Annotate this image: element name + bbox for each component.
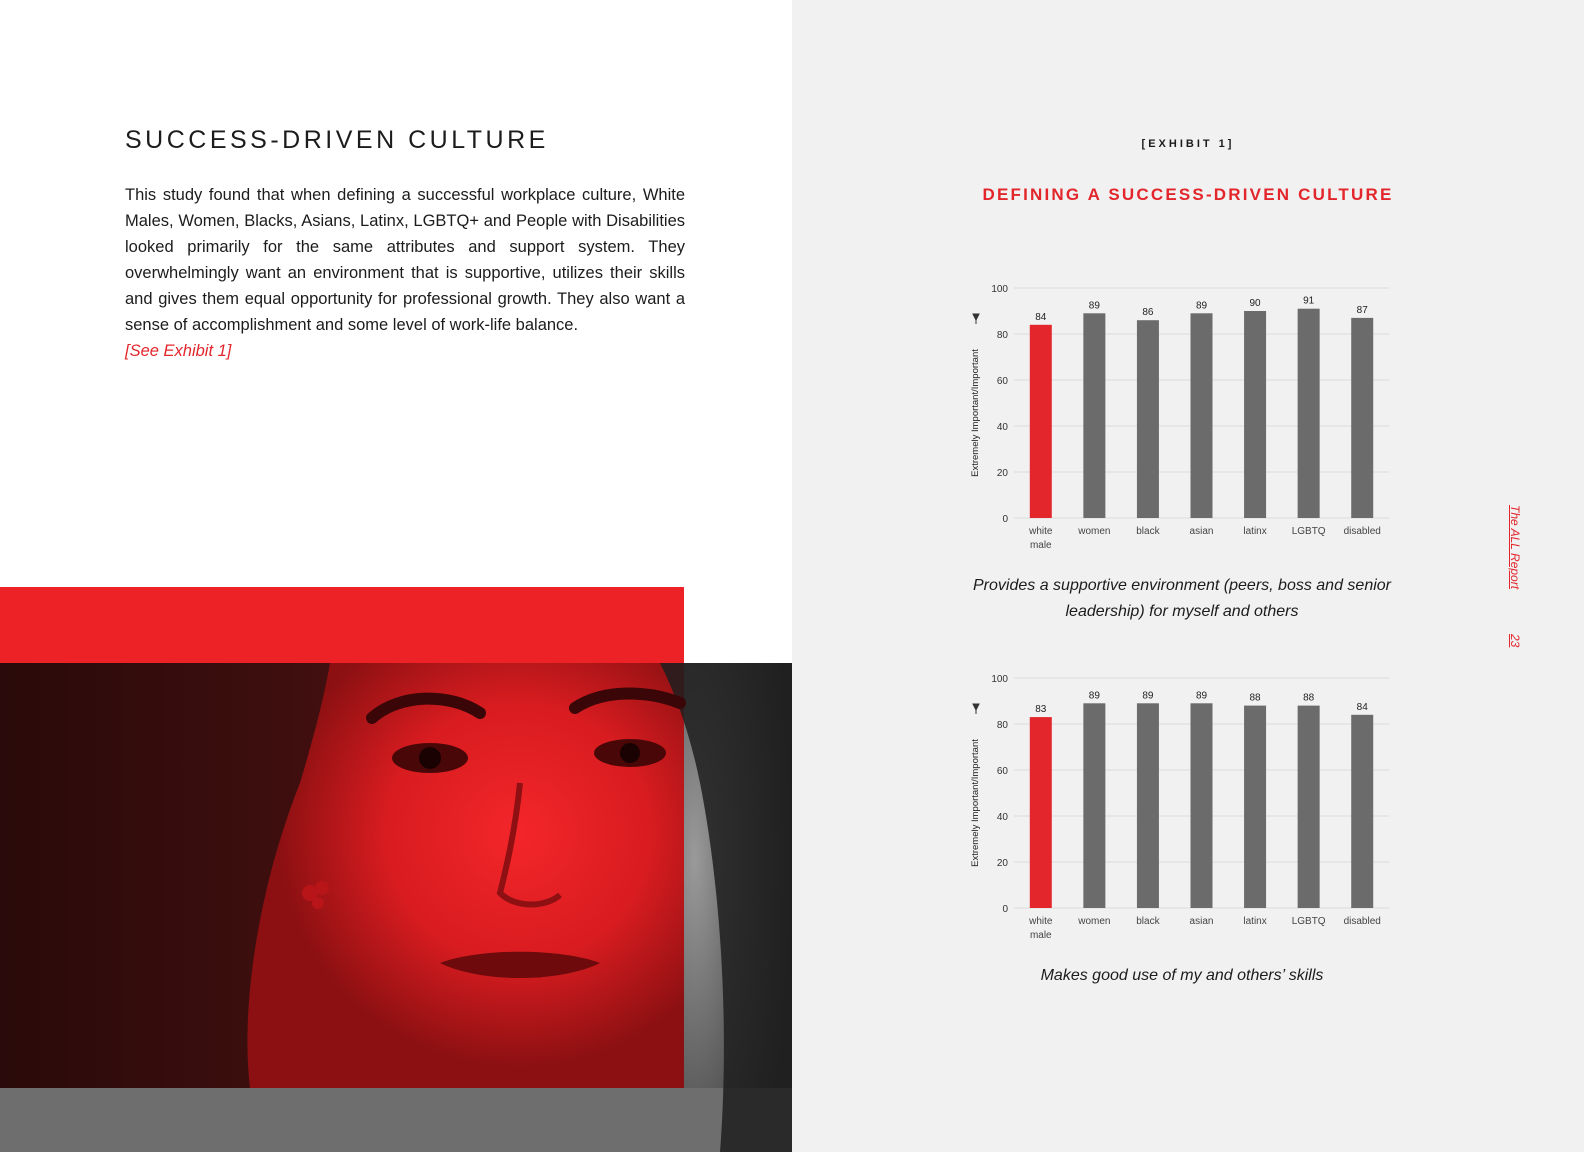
pin-icon xyxy=(973,704,979,714)
bar-value-label: 88 xyxy=(1303,692,1315,704)
bar-value-label: 84 xyxy=(1356,701,1368,713)
chart-supportive-environment xyxy=(964,276,1394,566)
y-tick-label: 20 xyxy=(996,858,1008,869)
see-exhibit-link[interactable]: [See Exhibit 1] xyxy=(125,342,232,360)
right-page xyxy=(792,0,1584,1152)
x-tick-label: women xyxy=(1078,526,1111,537)
bar-value-label: 89 xyxy=(1088,300,1100,312)
y-tick-label: 60 xyxy=(996,376,1008,387)
bar xyxy=(1083,703,1105,908)
body-text: This study found that when defining a successful workplace culture, White Males, Women, Blacks, Asians, Latinx, LGBTQ+ and People with Disabilities looked primarily for the same attributes and support system. They overwhelmingly want an environment that is supportive, utilizes their skills and gives them equal opportunity for professional growth. They also want a sense of accomplishment and some level of work-life balance. xyxy=(125,186,685,334)
y-tick-label: 20 xyxy=(996,468,1008,479)
bar-value-label: 89 xyxy=(1088,690,1100,702)
bar xyxy=(1137,320,1159,518)
x-tick-label: white xyxy=(1029,916,1053,927)
y-tick-label: 100 xyxy=(991,284,1008,295)
x-tick-label: asian xyxy=(1189,526,1214,537)
chart-caption-1: Provides a supportive environment (peers, boss and senior leadership) for myself and others xyxy=(973,577,1391,620)
x-tick-label: white xyxy=(1029,526,1053,537)
x-tick-label: asian xyxy=(1189,916,1214,927)
report-title: The ALL Report xyxy=(1508,505,1522,590)
bar-value-label: 91 xyxy=(1303,295,1315,307)
bar-value-label: 90 xyxy=(1249,298,1261,309)
y-tick-label: 40 xyxy=(996,812,1008,823)
bar-value-label: 84 xyxy=(1035,311,1047,323)
bar-value-label: 86 xyxy=(1142,307,1154,319)
side-running-header xyxy=(1500,505,1530,655)
y-tick-label: 60 xyxy=(996,766,1008,777)
bar-value-label: 88 xyxy=(1249,692,1261,704)
bar xyxy=(1244,311,1266,518)
y-tick-label: 80 xyxy=(996,720,1008,731)
portrait-photo xyxy=(0,663,792,1152)
bar xyxy=(1030,717,1052,908)
y-tick-label: 100 xyxy=(991,674,1008,685)
page-number: 23 xyxy=(1508,634,1522,648)
x-tick-label: LGBTQ xyxy=(1291,916,1326,927)
x-tick-label: disabled xyxy=(1343,526,1381,537)
bar xyxy=(1030,325,1052,518)
bar-value-label: 83 xyxy=(1035,704,1047,716)
bar-value-label: 87 xyxy=(1356,304,1368,316)
body-paragraph xyxy=(125,182,685,364)
y-tick-label: 40 xyxy=(996,422,1008,433)
section-title: SUCCESS-DRIVEN CULTURE xyxy=(125,126,549,154)
chart-good-use-of-skills xyxy=(964,666,1394,956)
red-accent-band xyxy=(0,587,684,663)
bar-value-label: 89 xyxy=(1142,690,1154,702)
bar xyxy=(1137,703,1159,908)
y-axis-label: Extremely Important/Important xyxy=(970,739,981,867)
bar xyxy=(1191,703,1213,908)
pin-icon xyxy=(973,314,979,324)
bar xyxy=(1351,715,1373,908)
bar xyxy=(1351,318,1373,518)
x-tick-label: LGBTQ xyxy=(1291,526,1326,537)
x-tick-label: male xyxy=(1029,540,1052,551)
bar xyxy=(1083,313,1105,518)
exhibit-label: [EXHIBIT 1] xyxy=(1141,138,1235,150)
x-tick-label: latinx xyxy=(1243,526,1267,537)
x-tick-label: disabled xyxy=(1343,916,1381,927)
x-tick-label: male xyxy=(1029,930,1052,941)
x-tick-label: women xyxy=(1078,916,1111,927)
x-tick-label: latinx xyxy=(1243,916,1267,927)
bar xyxy=(1298,706,1320,908)
y-axis-label: Extremely Important/Important xyxy=(970,349,981,477)
x-tick-label: black xyxy=(1136,916,1160,927)
bar xyxy=(1191,313,1213,518)
bar-value-label: 89 xyxy=(1195,300,1208,312)
bar-value-label: 89 xyxy=(1195,690,1208,702)
chart-caption-2: Makes good use of my and others’ skills xyxy=(1040,967,1324,984)
bar xyxy=(1298,309,1320,518)
y-tick-label: 80 xyxy=(996,330,1008,341)
x-tick-label: black xyxy=(1136,526,1160,537)
exhibit-title: DEFINING A SUCCESS-DRIVEN CULTURE xyxy=(982,185,1394,204)
y-tick-label: 0 xyxy=(1002,904,1008,915)
y-tick-label: 0 xyxy=(1002,514,1008,525)
bar xyxy=(1244,706,1266,908)
